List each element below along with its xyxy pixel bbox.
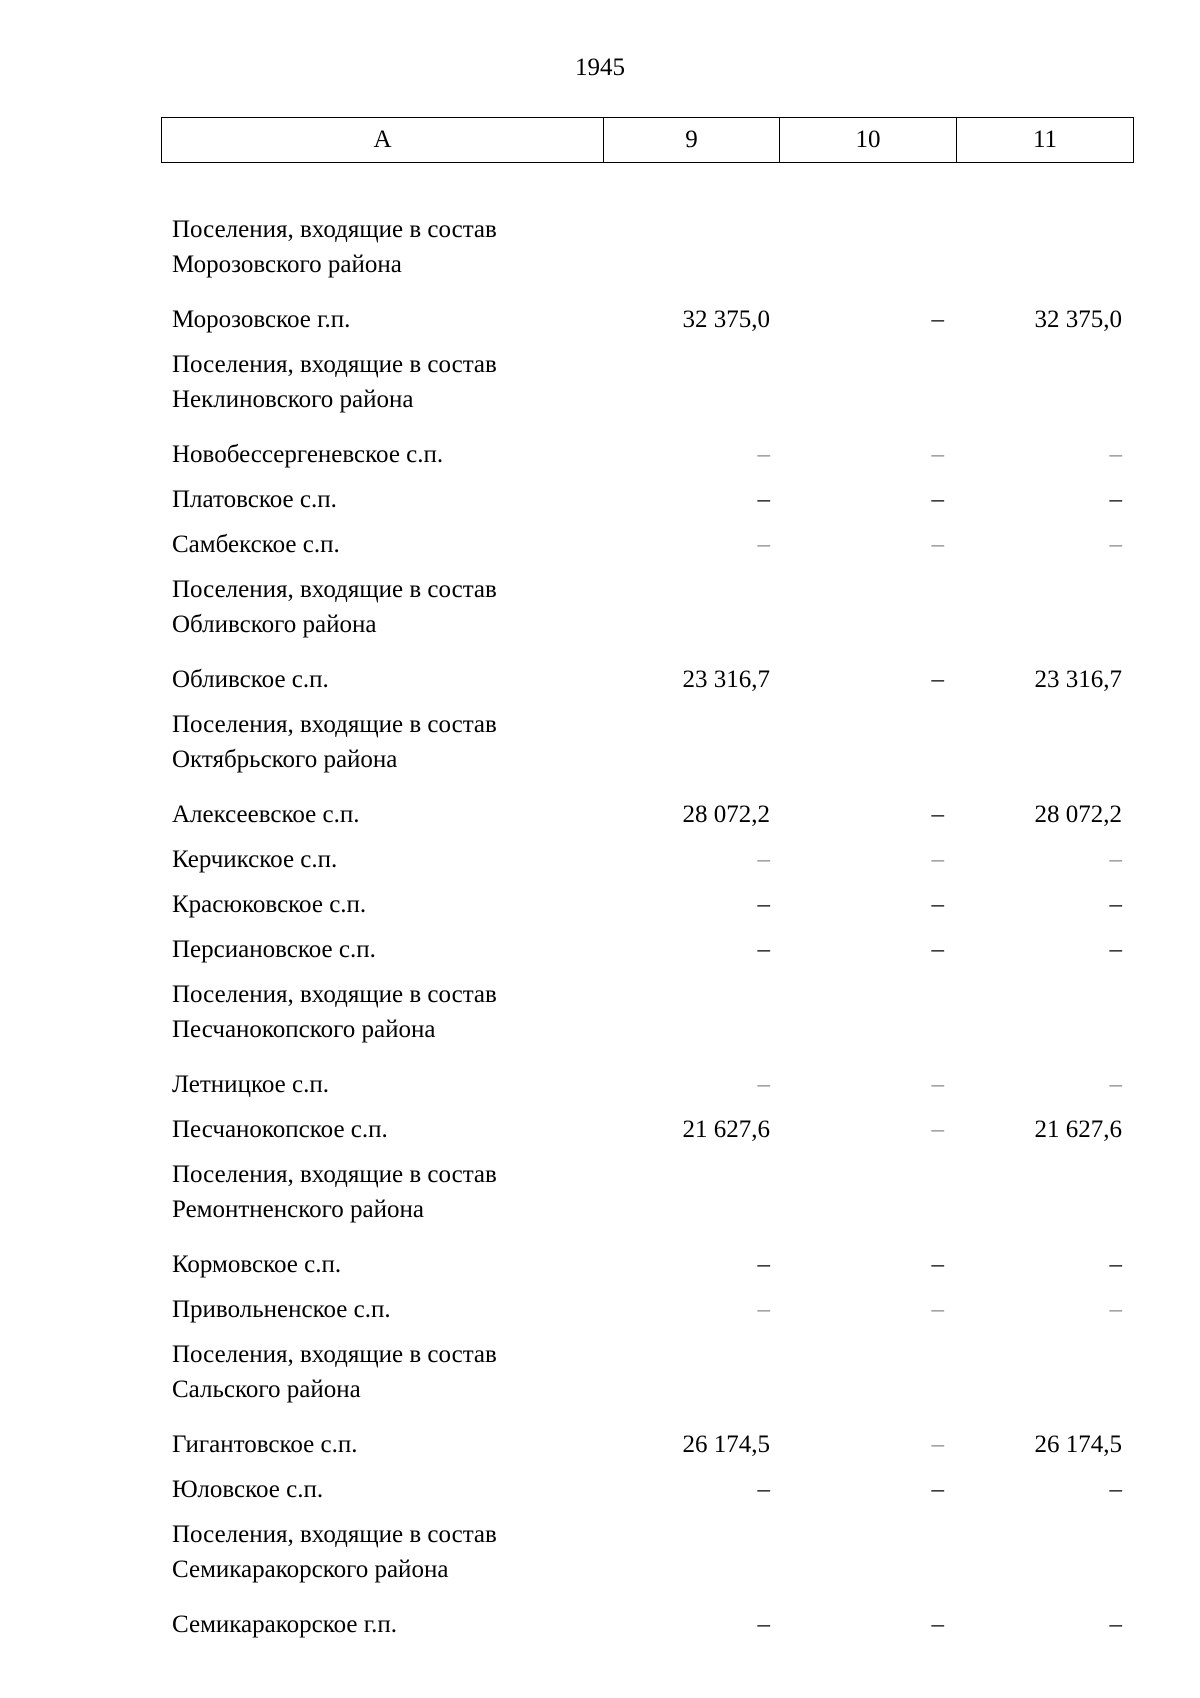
settlement-name: Керчикское с.п. (172, 846, 338, 873)
settlement-name: Обливское с.п. (172, 666, 329, 693)
cell-col-11: – (1109, 891, 1122, 918)
cell-col-10: – (931, 1431, 944, 1458)
cell-col-9: – (757, 936, 770, 963)
cell-col-11: – (1109, 1611, 1122, 1638)
table-row (172, 482, 1122, 527)
cell-col-11: – (1109, 531, 1122, 558)
table-row (172, 302, 1122, 347)
table-row (172, 1607, 1122, 1652)
cell-col-10: – (931, 846, 944, 873)
cell-col-9: – (757, 1071, 770, 1098)
cell-col-11: – (1109, 1251, 1122, 1278)
table-row (172, 662, 1122, 707)
cell-col-10: – (931, 441, 944, 468)
header-col-a: А (162, 118, 604, 163)
group-header-row (172, 572, 1122, 662)
group-header-row (172, 977, 1122, 1067)
group-header-row (172, 1337, 1122, 1427)
table-row (172, 1247, 1122, 1292)
group-title: Поселения, входящие в состав Ремонтненского района (172, 1161, 497, 1223)
group-title: Поселения, входящие в состав Песчанокопского района (172, 981, 497, 1043)
settlement-name: Песчанокопское с.п. (172, 1116, 388, 1143)
table-row (172, 1112, 1122, 1157)
settlement-name: Платовское с.п. (172, 486, 337, 513)
cell-col-11: 32 375,0 (1034, 306, 1122, 333)
cell-col-9: – (757, 1251, 770, 1278)
settlement-name: Новобессергеневское с.п. (172, 441, 444, 468)
group-header-row (172, 1517, 1122, 1607)
table-row (172, 527, 1122, 572)
header-col-11: 11 (957, 118, 1134, 163)
cell-col-11: 28 072,2 (1034, 801, 1122, 828)
table-row (172, 1292, 1122, 1337)
cell-col-10: – (931, 1116, 944, 1143)
cell-col-11: – (1109, 846, 1122, 873)
cell-col-10: – (931, 1476, 944, 1503)
page-number: 1945 (575, 54, 625, 81)
header-col-9: 9 (604, 118, 780, 163)
cell-col-11: – (1109, 1296, 1122, 1323)
settlement-name: Самбекское с.п. (172, 531, 340, 558)
table-header (161, 117, 1134, 163)
cell-col-10: – (931, 1611, 944, 1638)
group-header-row (172, 212, 1122, 302)
cell-col-11: – (1109, 441, 1122, 468)
cell-col-10: – (931, 531, 944, 558)
group-title: Поселения, входящие в состав Неклиновского района (172, 351, 497, 413)
cell-col-9: – (757, 441, 770, 468)
cell-col-9: – (757, 1296, 770, 1323)
settlement-name: Красюковское с.п. (172, 891, 367, 918)
cell-col-11: 26 174,5 (1034, 1431, 1122, 1458)
table-row (172, 437, 1122, 482)
settlement-name: Летницкое с.п. (172, 1071, 329, 1098)
cell-col-11: – (1109, 1071, 1122, 1098)
group-title: Поселения, входящие в состав Октябрьского района (172, 711, 497, 773)
settlement-name: Привольненское с.п. (172, 1296, 391, 1323)
cell-col-9: 28 072,2 (682, 801, 770, 828)
cell-col-10: – (931, 1071, 944, 1098)
cell-col-9: 26 174,5 (682, 1431, 770, 1458)
settlement-name: Юловское с.п. (172, 1476, 324, 1503)
cell-col-10: – (931, 306, 944, 333)
table-row (172, 1472, 1122, 1517)
cell-col-10: – (931, 891, 944, 918)
cell-col-9: – (757, 1611, 770, 1638)
cell-col-11: – (1109, 936, 1122, 963)
cell-col-9: – (757, 846, 770, 873)
settlement-name: Гигантовское с.п. (172, 1431, 358, 1458)
cell-col-9: – (757, 1476, 770, 1503)
settlement-name: Персиановское с.п. (172, 936, 376, 963)
group-title: Поселения, входящие в состав Сальского района (172, 1341, 497, 1403)
cell-col-10: – (931, 666, 944, 693)
table-row (172, 1067, 1122, 1112)
table-body (172, 212, 1122, 1652)
table-row (172, 797, 1122, 842)
table-row (172, 842, 1122, 887)
table-row (172, 887, 1122, 932)
cell-col-9: 32 375,0 (682, 306, 770, 333)
table-row (172, 932, 1122, 977)
cell-col-9: 23 316,7 (682, 666, 770, 693)
cell-col-10: – (931, 801, 944, 828)
cell-col-10: – (931, 1251, 944, 1278)
settlement-name: Алексеевское с.п. (172, 801, 360, 828)
settlement-name: Морозовское г.п. (172, 306, 351, 333)
cell-col-9: – (757, 531, 770, 558)
settlement-name: Семикаракорское г.п. (172, 1611, 398, 1638)
cell-col-11: – (1109, 486, 1122, 513)
cell-col-9: 21 627,6 (682, 1116, 770, 1143)
cell-col-10: – (931, 486, 944, 513)
cell-col-11: 21 627,6 (1034, 1116, 1122, 1143)
header-col-10: 10 (780, 118, 957, 163)
group-title: Поселения, входящие в состав Обливского района (172, 576, 497, 638)
group-header-row (172, 347, 1122, 437)
group-title: Поселения, входящие в состав Морозовского района (172, 216, 497, 278)
table-row (172, 1427, 1122, 1472)
cell-col-11: – (1109, 1476, 1122, 1503)
group-header-row (172, 707, 1122, 797)
cell-col-11: 23 316,7 (1034, 666, 1122, 693)
group-title: Поселения, входящие в состав Семикаракорского района (172, 1521, 497, 1583)
cell-col-10: – (931, 936, 944, 963)
cell-col-9: – (757, 486, 770, 513)
cell-col-10: – (931, 1296, 944, 1323)
group-header-row (172, 1157, 1122, 1247)
settlement-name: Кормовское с.п. (172, 1251, 342, 1278)
cell-col-9: – (757, 891, 770, 918)
